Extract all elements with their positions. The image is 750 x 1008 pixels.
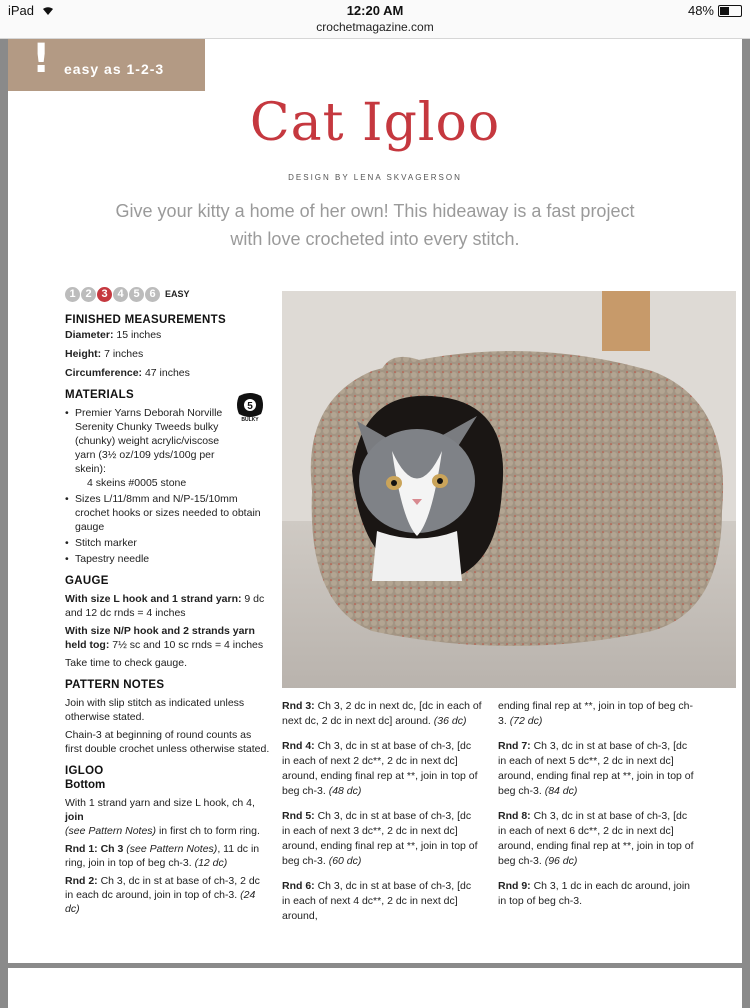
instr-text: in first ch to form ring. — [156, 825, 260, 837]
skill-dot: 6 — [145, 287, 160, 302]
instruction — [65, 796, 270, 838]
round-count: (12 dc) — [194, 857, 228, 869]
round-count: (24 dc) — [65, 889, 256, 915]
measure-label: Circumference: — [65, 367, 143, 379]
subtitle-line: with love crocheted into every stitch. — [230, 229, 520, 249]
left-column — [65, 285, 270, 924]
round-label: Rnd 4: — [282, 740, 315, 752]
measurement-circumference — [65, 366, 270, 380]
note-text: Chain-3 at beginning of round counts as first double crochet unless otherwise stated. — [65, 729, 270, 755]
subsection-heading: Bottom — [65, 779, 106, 791]
category-tab — [8, 39, 205, 91]
yarn-weight-number: 5 — [247, 401, 253, 412]
measurement-diameter — [65, 328, 270, 342]
round-text: ending final rep at **, join in top of beg ch-3. — [498, 700, 693, 727]
round-8 — [498, 809, 698, 869]
section-heading: MATERIALS — [65, 389, 134, 401]
instr-text: With 1 strand yarn and size L hook, ch 4, — [65, 797, 255, 809]
skill-level — [65, 285, 270, 303]
magazine-page — [8, 39, 742, 963]
page-title: Cat Igloo — [249, 93, 501, 153]
round-3 — [282, 699, 482, 729]
round-text: Ch 3, dc in st at base of ch-3, [dc in each of next 6 dc**, 2 dc in next dc] around, ending final rep at **, join in top of beg ch-3. — [498, 810, 694, 867]
round-6 — [282, 879, 482, 924]
exclamation-icon: ! — [32, 39, 51, 82]
round-2 — [65, 874, 270, 916]
instr-bold: join — [65, 811, 84, 823]
material-skeins: 4 skeins #0005 stone — [87, 477, 187, 489]
round-5 — [282, 809, 482, 869]
status-time: 12:20 AM — [346, 3, 404, 18]
device-name: iPad — [8, 3, 35, 18]
round-count: (36 dc) — [433, 715, 467, 727]
status-right — [688, 3, 742, 18]
measurement-height — [65, 347, 270, 361]
photo-illustration — [282, 291, 736, 688]
round-label: Rnd 3: — [282, 700, 315, 712]
round-text: Ch 3, 2 dc in next dc, [dc in each of next dc, 2 dc in next dc] around. — [282, 700, 482, 727]
category-label: easy as 1-2-3 — [64, 61, 165, 77]
round-count: (84 dc) — [544, 785, 578, 797]
next-page — [8, 968, 742, 1008]
skill-dot: 2 — [81, 287, 96, 302]
yarn-weight-icon — [236, 392, 264, 422]
skill-label: EASY — [165, 289, 190, 299]
round-label: Rnd 7: — [498, 740, 531, 752]
round-4 — [282, 739, 482, 799]
list-item: • Tapestry needle — [75, 552, 270, 566]
skill-dot: 4 — [113, 287, 128, 302]
list-item: • Stitch marker — [75, 536, 270, 550]
measure-value: 7 inches — [101, 348, 144, 360]
round-count: (60 dc) — [328, 855, 362, 867]
designer-credit: DESIGN BY LENA SKVAGERSON — [288, 173, 462, 182]
list-item — [75, 406, 235, 490]
round-text: Ch 3, dc in st at base of ch-3, [dc in each of next 5 dc**, 2 dc in next dc] around, ending final rep at **, join in top of beg ch-3. — [498, 740, 694, 797]
section-heading: FINISHED MEASUREMENTS — [65, 314, 226, 326]
measure-value: 15 inches — [113, 329, 162, 341]
round-label: Rnd 8: — [498, 810, 531, 822]
gauge-note: Take time to check gauge. — [65, 657, 187, 669]
pattern-notes — [65, 678, 270, 756]
cat-igloo-photo — [282, 291, 736, 688]
material-text: Premier Yarns Deborah Norville Serenity Chunky Tweeds bulky (chunky) weight acrylic/viscose yarn (3½ oz/109 yds/100g per skein): — [75, 407, 223, 475]
round-9 — [498, 879, 698, 909]
address-bar[interactable]: crochetmagazine.com — [0, 20, 750, 39]
round-count: (72 dc) — [509, 715, 543, 727]
round-count: (96 dc) — [544, 855, 578, 867]
measure-value: 47 inches — [142, 367, 190, 379]
round-label: Rnd 9: — [498, 880, 531, 892]
gauge-text: 7½ sc and 10 sc rnds = 4 inches — [109, 639, 264, 651]
round-6-continued — [498, 699, 698, 729]
round-ref: (see Pattern Notes) — [123, 843, 218, 855]
yarn-weight-label: BULKY — [241, 417, 259, 422]
round-text: Ch 3, dc in st at base of ch-3, 2 dc in each dc around, join in top of ch-3. — [65, 875, 260, 901]
finished-measurements — [65, 313, 270, 380]
round-label: Rnd 2: — [65, 875, 98, 887]
subtitle-line: Give your kitty a home of her own! This hideaway is a fast project — [115, 201, 635, 221]
status-bar — [0, 0, 750, 22]
igloo-section — [65, 764, 270, 916]
round-1 — [65, 842, 270, 870]
subtitle — [88, 197, 662, 253]
gauge-line — [65, 624, 270, 652]
gauge-line — [65, 592, 270, 620]
skill-dot-active: 3 — [97, 287, 112, 302]
gauge-bold: With size L hook and 1 strand yarn: — [65, 593, 242, 605]
round-text: Ch 3, dc in st at base of ch-3, [dc in each of next 4 dc**, 2 dc in next dc] around, — [282, 880, 472, 922]
battery-fill — [720, 7, 729, 15]
battery-percent: 48% — [687, 3, 714, 18]
gauge-section — [65, 574, 270, 670]
materials-section — [65, 388, 270, 566]
round-label: Rnd 6: — [282, 880, 315, 892]
round-label: Rnd 5: — [282, 810, 315, 822]
round-text: , 11 dc in ring, join in top of beg ch-3. — [65, 843, 260, 869]
section-heading: GAUGE — [65, 575, 109, 587]
measure-label: Diameter: — [65, 329, 114, 341]
section-heading: IGLOO — [65, 765, 104, 777]
skill-dot: 5 — [129, 287, 144, 302]
right-column — [498, 699, 698, 919]
list-item: • Sizes L/11/8mm and N/P-15/10mm crochet hooks or sizes needed to obtain gauge — [75, 492, 270, 534]
measure-label: Height: — [65, 348, 102, 360]
round-text: Ch 3, dc in st at base of ch-3, [dc in each of next 2 dc**, 2 dc in next dc] around, ending final rep at **, join in top of beg ch-3. — [282, 740, 478, 797]
round-label: Rnd 1: Ch 3 — [65, 843, 124, 855]
instr-ref: (see Pattern Notes) — [65, 825, 157, 837]
gauge-bold: With size N/P hook and 2 strands yarn held tog: — [65, 625, 255, 651]
round-7 — [498, 739, 698, 799]
gauge-text: 9 dc and 12 dc rnds = 4 inches — [65, 593, 265, 619]
round-text: Ch 3, dc in st at base of ch-3, [dc in each of next 3 dc**, 2 dc in next dc] around, ending final rep at **, join in top of beg ch-3. — [282, 810, 478, 867]
round-text: Ch 3, 1 dc in each dc around, join in top of beg ch-3. — [498, 880, 691, 907]
section-heading: PATTERN NOTES — [65, 679, 165, 691]
skill-dot: 1 — [65, 287, 80, 302]
note-text: Join with slip stitch as indicated unless otherwise stated. — [65, 697, 245, 723]
round-count: (48 dc) — [328, 785, 362, 797]
materials-list — [65, 406, 270, 566]
middle-column — [282, 699, 482, 934]
battery-icon — [718, 5, 742, 17]
